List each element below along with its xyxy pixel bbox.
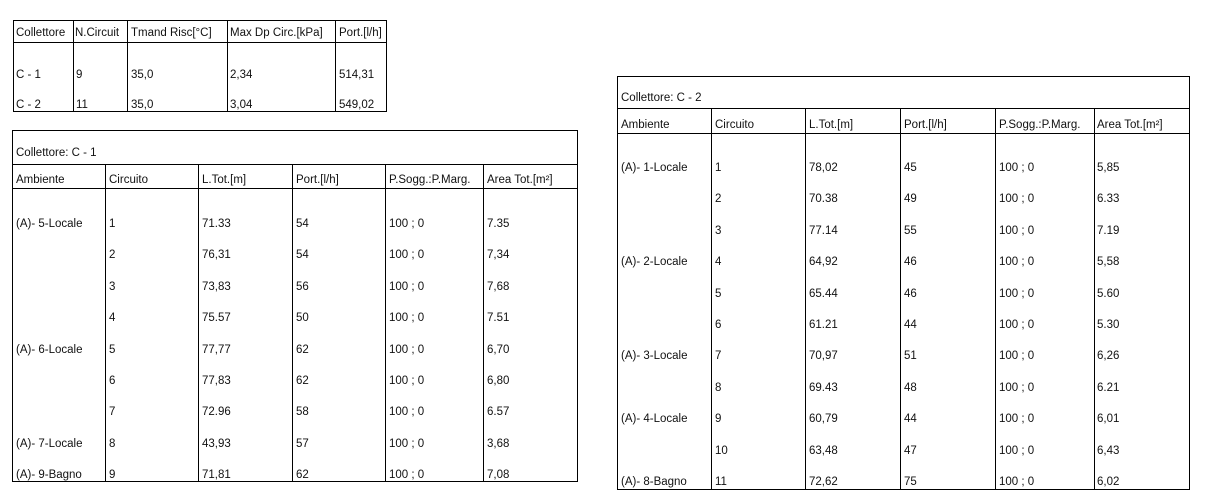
summary-cell: C - 2 — [16, 99, 41, 111]
table-cell: 65.44 — [809, 287, 838, 300]
table-cell: 71,81 — [202, 469, 231, 482]
column-header: Port.[l/h] — [904, 119, 947, 131]
table-cell: 100 ; 0 — [389, 469, 425, 482]
table-cell: 75 — [904, 476, 917, 488]
table-cell: 75.57 — [202, 312, 231, 325]
table-cell: 7 — [715, 350, 722, 363]
table-cell: 5 — [715, 287, 722, 300]
table-cell: 62 — [296, 375, 309, 387]
column-header: Area Tot.[m²] — [1097, 119, 1163, 131]
table-cell: 100 ; 0 — [999, 287, 1035, 300]
table-cell: 62 — [296, 343, 309, 356]
summary-cell: C - 1 — [16, 69, 41, 81]
table-cell: 5.30 — [1097, 319, 1120, 331]
table-cell: 6.57 — [487, 406, 510, 419]
summary-header: Collettore — [16, 27, 66, 39]
table-cell: 44 — [904, 319, 917, 331]
table-cell: 7,08 — [487, 469, 510, 482]
table-cell: 9 — [715, 413, 722, 426]
summary-header: Tmand Risc[°C] — [131, 27, 212, 39]
summary-cell: 2,34 — [230, 69, 253, 81]
table-cell: 100 ; 0 — [999, 162, 1035, 174]
table-cell: 6.21 — [1097, 381, 1120, 394]
table-title: Collettore: C - 1 — [16, 147, 97, 159]
column-header: L.Tot.[m] — [202, 174, 247, 186]
table-cell: 7 — [109, 406, 116, 419]
table-cell: 47 — [904, 444, 917, 457]
table-title: Collettore: C - 2 — [621, 92, 702, 104]
table-cell: 2 — [715, 193, 722, 206]
column-header: Ambiente — [16, 174, 65, 186]
ambiente-cell: (A)- 5-Locale — [16, 218, 83, 230]
table-cell: 5 — [109, 343, 116, 356]
table-cell: 5,85 — [1097, 162, 1120, 174]
table-cell: 100 ; 0 — [999, 476, 1035, 488]
table-cell: 7.19 — [1097, 224, 1120, 237]
table-cell: 11 — [715, 476, 727, 488]
table-cell: 4 — [109, 312, 116, 325]
column-header: P.Sogg.:P.Marg. — [389, 174, 471, 186]
ambiente-cell: (A)- 9-Bagno — [16, 469, 82, 482]
table-cell: 100 ; 0 — [999, 224, 1035, 237]
summary-header: Max Dp Circ.[kPa] — [230, 27, 323, 39]
table-cell: 6,02 — [1097, 476, 1120, 488]
table-cell: 70.38 — [809, 193, 838, 206]
summary-cell: 3,04 — [230, 99, 253, 111]
table-cell: 77,77 — [202, 343, 231, 356]
table-cell: 100 ; 0 — [999, 444, 1035, 457]
column-header: Port.[l/h] — [296, 174, 339, 186]
ambiente-cell: (A)- 6-Locale — [16, 343, 83, 356]
table-cell: 6.33 — [1097, 193, 1120, 206]
table-cell: 6,43 — [1097, 444, 1120, 457]
table-cell: 71.33 — [202, 218, 231, 230]
table-cell: 77,83 — [202, 375, 231, 387]
table-cell: 3 — [715, 224, 722, 237]
table-cell: 100 ; 0 — [389, 249, 425, 262]
table-cell: 100 ; 0 — [389, 375, 425, 387]
table-cell: 73,83 — [202, 280, 231, 293]
summary-cell: 9 — [76, 69, 83, 81]
summary-cell: 11 — [76, 99, 88, 111]
table-cell: 5.60 — [1097, 287, 1120, 300]
table-cell: 6,80 — [487, 375, 510, 387]
column-header: Ambiente — [621, 119, 670, 131]
column-header: Circuito — [715, 119, 754, 131]
column-header: Area Tot.[m²] — [487, 174, 553, 186]
table-cell: 72.96 — [202, 406, 231, 419]
table-cell: 7,34 — [487, 249, 510, 262]
table-cell: 7.35 — [487, 218, 510, 230]
table-cell: 46 — [904, 287, 917, 300]
table-cell: 55 — [904, 224, 917, 237]
table-cell: 100 ; 0 — [389, 343, 425, 356]
summary-header: N.Circuit — [75, 27, 120, 39]
table-cell: 6,70 — [487, 343, 510, 356]
table-cell: 100 ; 0 — [999, 256, 1035, 269]
table-cell: 100 ; 0 — [999, 381, 1035, 394]
table-cell: 8 — [715, 381, 722, 394]
column-header: P.Sogg.:P.Marg. — [999, 119, 1081, 131]
table-cell: 60,79 — [809, 413, 838, 426]
table-cell: 57 — [296, 437, 309, 450]
table-cell: 100 ; 0 — [389, 437, 425, 450]
table-cell: 7.51 — [487, 312, 510, 325]
table-cell: 77.14 — [809, 224, 838, 237]
table-cell: 63,48 — [809, 444, 838, 457]
summary-header: Port.[l/h] — [339, 27, 382, 39]
table-cell: 50 — [296, 312, 309, 325]
table-cell: 100 ; 0 — [389, 280, 425, 293]
table-cell: 6,01 — [1097, 413, 1120, 426]
table-cell: 2 — [109, 249, 116, 262]
table-cell: 6 — [715, 319, 722, 331]
table-cell: 6,26 — [1097, 350, 1120, 363]
table-cell: 54 — [296, 218, 309, 230]
table-cell: 6 — [109, 375, 116, 387]
ambiente-cell: (A)- 7-Locale — [16, 437, 83, 450]
table-cell: 8 — [109, 437, 116, 450]
ambiente-cell: (A)- 4-Locale — [621, 413, 688, 426]
table-cell: 43,93 — [202, 437, 231, 450]
summary-cell: 514,31 — [339, 69, 375, 81]
table-cell: 69.43 — [809, 381, 838, 394]
table-cell: 54 — [296, 249, 309, 262]
table-cell: 58 — [296, 406, 309, 419]
table-cell: 62 — [296, 469, 309, 482]
table-cell: 48 — [904, 381, 917, 394]
table-cell: 3 — [109, 280, 116, 293]
table-cell: 70,97 — [809, 350, 838, 363]
table-cell: 5,58 — [1097, 256, 1120, 269]
table-cell: 49 — [904, 193, 917, 206]
table-cell: 56 — [296, 280, 309, 293]
ambiente-cell: (A)- 1-Locale — [621, 162, 688, 174]
summary-cell: 35,0 — [131, 99, 154, 111]
table-cell: 1 — [715, 162, 722, 174]
table-cell: 9 — [109, 469, 116, 482]
column-header: Circuito — [109, 174, 148, 186]
table-cell: 100 ; 0 — [999, 413, 1035, 426]
ambiente-cell: (A)- 3-Locale — [621, 350, 688, 363]
table-cell: 100 ; 0 — [999, 193, 1035, 206]
table-cell: 64,92 — [809, 256, 838, 269]
summary-cell: 35,0 — [131, 69, 154, 81]
summary-cell: 549,02 — [339, 99, 375, 111]
table-cell: 10 — [715, 444, 728, 457]
column-header: L.Tot.[m] — [809, 119, 854, 131]
table-cell: 44 — [904, 413, 917, 426]
table-cell: 78,02 — [809, 162, 838, 174]
table-cell: 100 ; 0 — [389, 406, 425, 419]
table-cell: 76,31 — [202, 249, 231, 262]
table-cell: 1 — [109, 218, 116, 230]
table-cell: 46 — [904, 256, 917, 269]
table-cell: 7,68 — [487, 280, 510, 293]
table-cell: 100 ; 0 — [389, 312, 425, 325]
table-cell: 51 — [904, 350, 917, 363]
ambiente-cell: (A)- 8-Bagno — [621, 476, 687, 488]
table-cell: 100 ; 0 — [999, 350, 1035, 363]
table-cell: 72,62 — [809, 476, 838, 488]
table-cell: 100 ; 0 — [389, 218, 425, 230]
table-cell: 3,68 — [487, 437, 510, 450]
table-cell: 4 — [715, 256, 722, 269]
table-cell: 61.21 — [809, 319, 838, 331]
table-cell: 100 ; 0 — [999, 319, 1035, 331]
ambiente-cell: (A)- 2-Locale — [621, 256, 688, 269]
table-cell: 45 — [904, 162, 917, 174]
